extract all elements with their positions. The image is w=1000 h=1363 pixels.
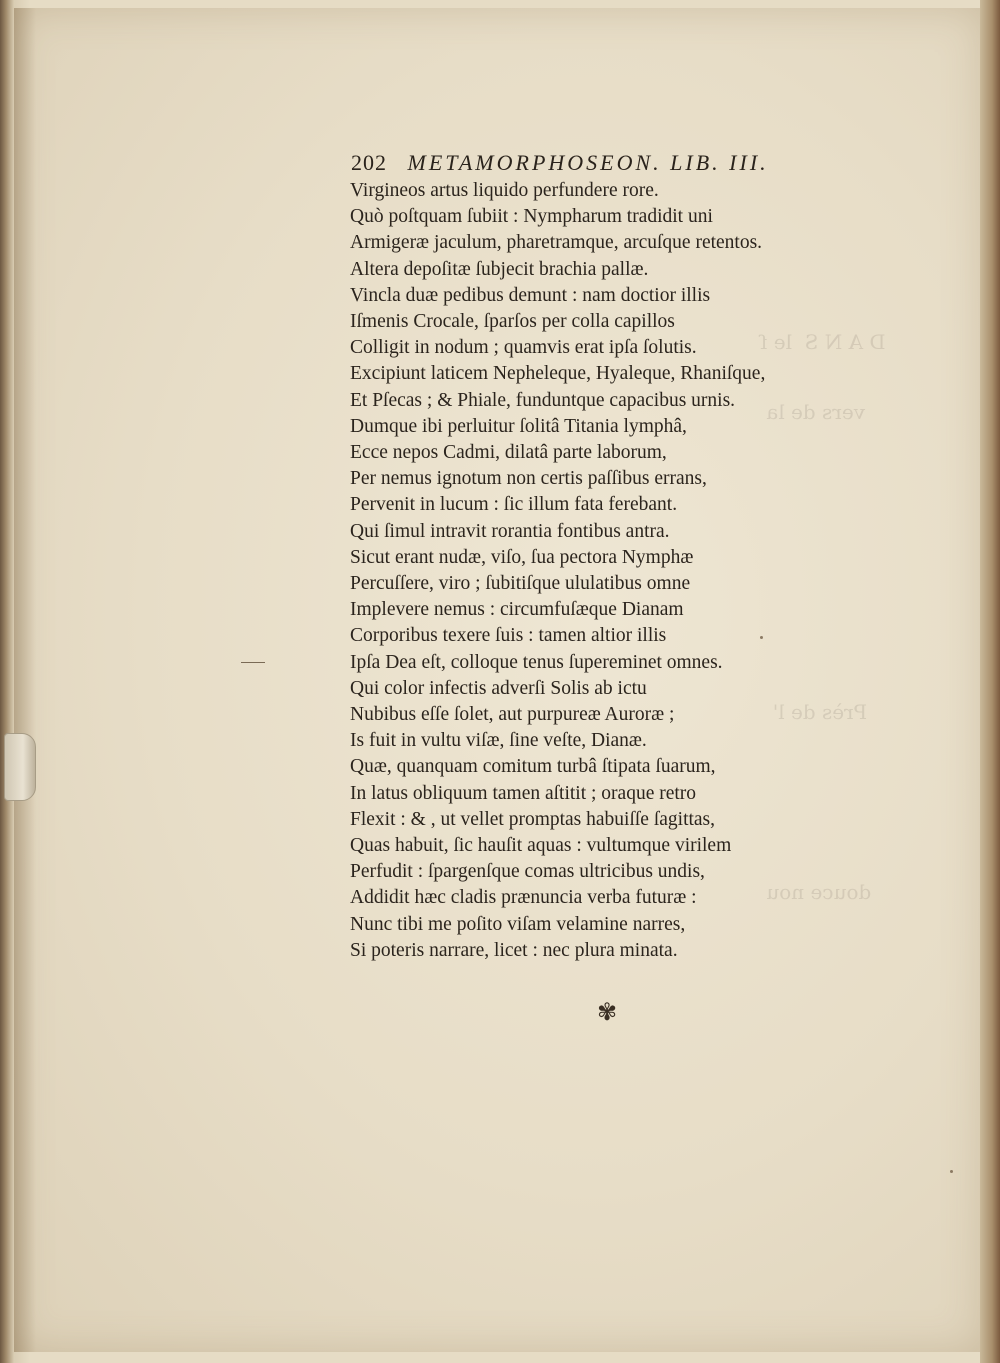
verse-line: Sicut erant nudæ, viſo, ſua pectora Nymphæ bbox=[350, 546, 694, 568]
verse-line: Percuſſere, viro ; ſubitiſque ululatibus omne bbox=[350, 573, 691, 595]
margin-mark bbox=[241, 662, 265, 663]
verse-line: Si poteris narrare, licet : nec plura minata. bbox=[350, 939, 678, 961]
verse-line: Perfudit : ſpargenſque comas ultricibus undis, bbox=[350, 861, 705, 883]
verse-line: Quæ, quanquam comitum turbâ ſtipata ſuarum, bbox=[350, 756, 716, 778]
verse-line: Et Pſecas ; & Phiale, funduntque capacibus urnis. bbox=[350, 389, 736, 411]
verse-line: Ipſa Dea eſt, colloque tenus ſupereminet omnes. bbox=[350, 651, 723, 673]
verse-line: Excipiunt laticem Nepheleque, Hyaleque, Rhaniſque, bbox=[350, 363, 766, 385]
verse-line: Nubibus eſſe ſolet, aut purpureæ Auroræ ; bbox=[350, 704, 675, 726]
running-header bbox=[351, 150, 769, 176]
paper-speck bbox=[760, 636, 763, 639]
verse-line: Quò poſtquam ſubiit : Nympharum tradidit uni bbox=[350, 206, 713, 228]
book-binding-edge bbox=[980, 0, 1000, 1363]
verse-line: Virgineos artus liquido perfundere rore. bbox=[350, 180, 659, 201]
page-gutter-shadow bbox=[14, 8, 36, 1352]
verse-line: Flexit : & , ut vellet promptas habuiſſe ſagittas, bbox=[350, 808, 716, 830]
verse-line: Pervenit in lucum : ſic illum fata ferebant. bbox=[350, 494, 678, 516]
verse-line: Colligit in nodum ; quamvis erat ipſa ſolutis. bbox=[350, 337, 697, 359]
show-through-text: Près de l' bbox=[760, 700, 868, 724]
show-through-text: douce nou bbox=[760, 880, 872, 904]
verse-line: Corporibus texere ſuis : tamen altior illis bbox=[350, 625, 667, 647]
verse-line: Ecce nepos Cadmi, dilatâ parte laborum, bbox=[350, 442, 667, 464]
verse-line: Iſmenis Crocale, ſparſos per colla capillos bbox=[350, 311, 675, 333]
verse-line: Dumque ibi perluitur ſolitâ Titania lymphâ, bbox=[350, 415, 687, 437]
verse-line: Altera depoſitæ ſubjecit brachia pallæ. bbox=[350, 258, 649, 280]
paper-speck bbox=[950, 1170, 953, 1173]
verse-line: Nunc tibi me poſito viſam velamine narres, bbox=[350, 913, 686, 935]
verse-line: Quas habuit, ſic hauſit aquas : vultumque virilem bbox=[350, 835, 732, 857]
verse-line: Armigeræ jaculum, pharetramque, arcuſque retentos. bbox=[350, 232, 763, 254]
page-clip bbox=[4, 733, 36, 801]
tail-ornament-icon: ✾ bbox=[597, 998, 618, 1026]
verse-block bbox=[350, 178, 765, 964]
verse-line: In latus obliquum tamen aſtitit ; oraque retro bbox=[350, 782, 697, 804]
show-through-text: D A N S le ſ bbox=[760, 330, 886, 354]
verse-line: Qui ſimul intravit rorantia fontibus antra. bbox=[350, 520, 670, 542]
verse-line: Implevere nemus : circumfuſæque Dianam bbox=[350, 599, 684, 621]
verse-line: Qui color infectis adverſi Solis ab ictu bbox=[350, 677, 647, 699]
running-title: METAMORPHOSEON. LIB. III. bbox=[407, 150, 769, 175]
verse-line: Is fuit in vultu viſæ, ſine veſte, Dianæ. bbox=[350, 730, 647, 752]
verse-line: Addidit hæc cladis prænuncia verba futuræ : bbox=[350, 887, 697, 909]
verse-line: Vincla duæ pedibus demunt : nam doctior illis bbox=[350, 284, 711, 306]
show-through-text: vers de la bbox=[760, 400, 865, 424]
verse-line: Per nemus ignotum non certis paſſibus errans, bbox=[350, 468, 707, 490]
page-number: 202 bbox=[351, 150, 387, 175]
